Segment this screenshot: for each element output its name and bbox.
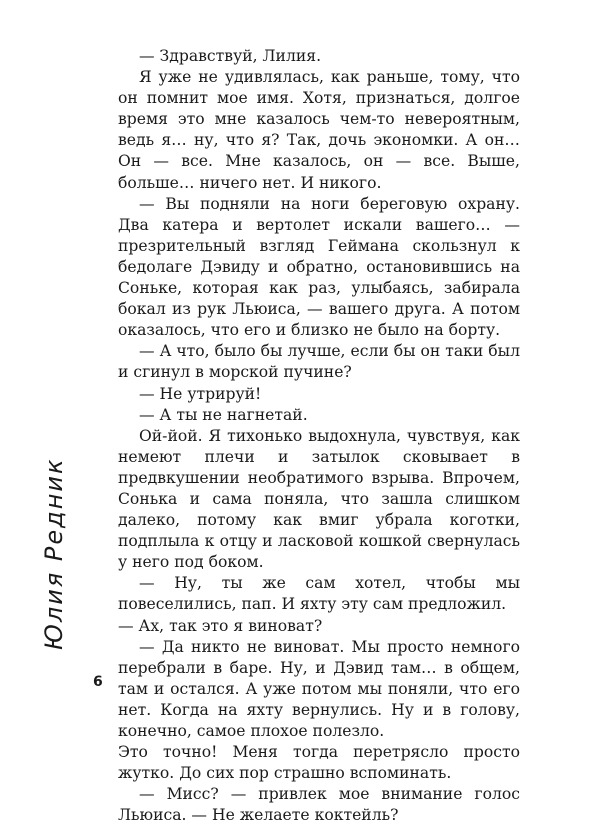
paragraph: — Ах, так это я виноват? <box>118 616 323 635</box>
paragraph: — Вы подняли на ноги береговую охрану. Два катера и вертолет искали вашего… — презрительный взгляд Геймана скользнул к бедолаге Дэвиду и обратно, остановившись на Соньке, которая как раз, улыбаясь, забирала бокал из рук Льюиса, — вашего друга. А потом оказалось, что его и близко не было на борту. <box>118 194 520 340</box>
paragraph: — А ты не нагнетай. <box>139 405 308 424</box>
paragraph: Это точно! Меня тогда перетрясло просто жутко. До сих пор страшно вспоминать. <box>118 743 520 783</box>
paragraph: — А что, было бы лучше, если бы он таки был и сгинул в морской пучине? <box>118 342 520 382</box>
page-text <box>118 46 520 826</box>
paragraph: Я уже не удивлялась, как раньше, тому, что он помнит мое имя. Хотя, признаться, долгое время это мне казалось чем-то невероятным, ведь я… ну, что я? Так, дочь экономки. А он… Он — все. Мне казалось, он — все. Выше, больше… ничего нет. И никого. <box>118 68 520 192</box>
paragraph: — Не утрируй! <box>139 384 262 403</box>
paragraph: — Здравствуй, Лилия. <box>139 47 322 65</box>
paragraph: — Ну, ты же сам хотел, чтобы мы повеселились, пап. И яхту эту сам предложил. <box>118 574 520 614</box>
page-number: 6 <box>93 674 103 690</box>
paragraph: — Да никто не виноват. Мы просто немного перебрали в баре. Ну, и Дэвид там… в общем, там и остался. А уже потом мы поняли, что его нет. Когда на яхту вернулись. Ну и в голову, конечно, самое плохое полезло. <box>118 637 520 740</box>
paragraph: Ой-йой. Я тихонько выдохнула, чувствуя, как немеют плечи и затылок сковывает в предвкушении необратимого взрыва. Впрочем, Сонька и сама поняла, что зашла слишком далеко, потому как вмиг убрала коготки, подплыла к отцу и ласковой кошкой свернулась у него под боком. <box>118 426 520 572</box>
author-signature: Юлия Редник <box>40 457 68 650</box>
paragraph: — Мисс? — привлек мое внимание голос Льюиса. — Не желаете коктейль? <box>118 785 520 825</box>
